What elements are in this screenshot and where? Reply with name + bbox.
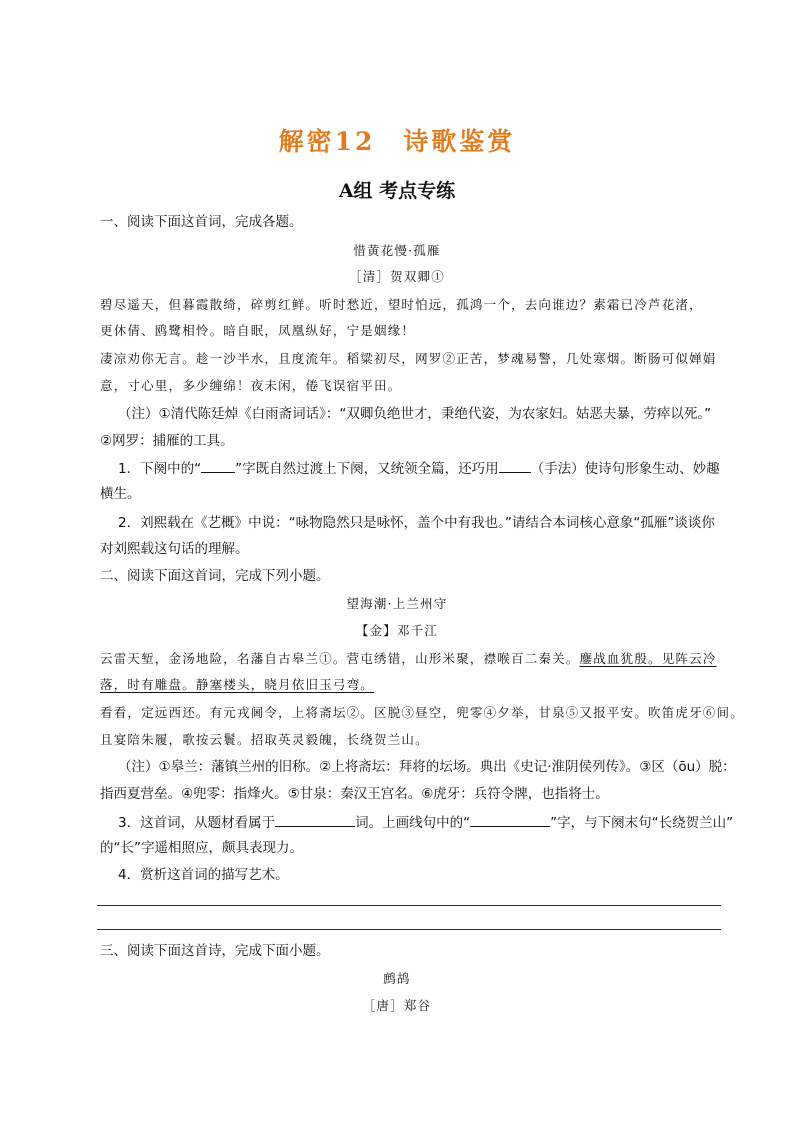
question-1-intro: 一、阅读下面这首词，完成各题。: [100, 214, 303, 230]
question-2: 2．刘熙载在《艺概》中说：“咏物隐然只是咏怀，盖个中有我也。”请结合本词核心意象“孤雁”谈谈你: [118, 515, 715, 531]
question-text: 3．这首词，从题材看属于: [118, 815, 276, 831]
question-2-cont: 对刘熙载这句话的理解。: [100, 541, 249, 557]
poem-1-title: 惜黄花慢·孤雁: [353, 243, 441, 258]
poem-2-line: 看看，定远西还。有元戎阃令，上将斋坛②。区脱③昼空，兜零④夕举，甘泉⑤又报平安。吹笛虎牙⑥间。: [100, 705, 744, 720]
question-1: [118, 458, 748, 479]
poem-1-note: （注）①清代陈廷焯《白雨斋词话》：“双卿负绝世才，秉绝代姿，为农家妇。姑恶夫暴，劳瘁以死。”: [118, 406, 712, 422]
question-1-cont: 横生。: [100, 486, 141, 502]
poem-1-note: ②网罗：捕雁的工具。: [100, 433, 234, 449]
poem-1-line: 意，寸心里，多少缠绵！夜未闲，倦飞误宿平田。: [100, 378, 402, 393]
poem-3-title: 鹧鸪: [383, 971, 411, 986]
question-text: 词。上画线句中的“: [355, 815, 471, 831]
poem-2-title: 望海潮·上兰州守: [346, 596, 448, 611]
question-text: ”字既自然过渡上下阕，又统领全篇，还巧用: [235, 461, 499, 477]
poem-2-line: 且宴陪朱履，歌按云鬟。招取英灵毅魄，长绕贺兰山。: [100, 732, 429, 747]
answer-blank[interactable]: [275, 812, 355, 827]
section-title: A组 考点专练: [338, 180, 456, 202]
answer-blank[interactable]: [499, 458, 531, 473]
poem-2-note: 指西夏营垒。④兜零：指烽火。⑤甘泉：秦汉王宫名。⑥虎牙：兵符令牌，也指将士。: [100, 786, 609, 802]
poem-1-line: 碧尽遥天，但暮霞散绮，碎剪红鲜。听时愁近，望时怕远，孤鸿一个，去向谁边？素霜已冷芦花渚，: [100, 297, 703, 312]
answer-line[interactable]: [97, 905, 721, 906]
answer-blank[interactable]: [201, 458, 235, 473]
main-title: 解密12 诗歌鉴赏: [278, 127, 516, 156]
answer-line[interactable]: [97, 929, 721, 930]
poem-2-line: [100, 675, 730, 695]
poem-3-author: ［唐］郑谷: [362, 998, 432, 1013]
poem-1-author: ［清］贺双卿①: [349, 269, 445, 284]
question-3: [118, 812, 748, 833]
question-text: ”字，与下阕末句“长绕贺兰山”: [550, 815, 734, 831]
poem-2-author: 【金】邓千江: [355, 623, 439, 638]
question-3-intro: 三、阅读下面这首诗，完成下面小题。: [100, 943, 330, 959]
question-2-intro: 二、阅读下面这首词，完成下列小题。: [100, 568, 330, 584]
underlined-line: 落，时有雕盘。静塞楼头，晓月依旧玉弓弯。: [100, 677, 375, 692]
poem-2-note: （注）①皋兰：藩镇兰州的旧称。②上将斋坛：拜将的坛场。典出《史记·淮阴侯列传》。③区（ōu）脱：: [118, 759, 736, 775]
answer-blank[interactable]: [470, 812, 550, 827]
poem-1-line: 凄凉劝你无言。趁一沙半水，且度流年。稻粱初尽，网罗②正苦，梦魂易警，几处寒烟。断肠可似婵娟: [100, 351, 717, 366]
underlined-line: 鏖战血犹殷。见阵云冷: [579, 651, 717, 666]
question-text: （手法）使诗句形象生动、妙趣: [530, 461, 720, 477]
poem-text: 云雷天堑，金汤地险，名藩自古皋兰①。营屯绣错，山形米聚，襟喉百二秦关。: [100, 651, 580, 666]
question-4: 4．赏析这首词的描写艺术。: [118, 867, 289, 883]
poem-2-line: [100, 649, 730, 669]
question-text: 1．下阕中的“: [118, 461, 202, 477]
question-3-cont: 的“长”字遥相照应，颇具表现力。: [100, 840, 303, 856]
poem-1-line: 更休倩、鸥鹭相怜。暗自眠，凤凰纵好，宁是姻缘！: [100, 323, 416, 338]
